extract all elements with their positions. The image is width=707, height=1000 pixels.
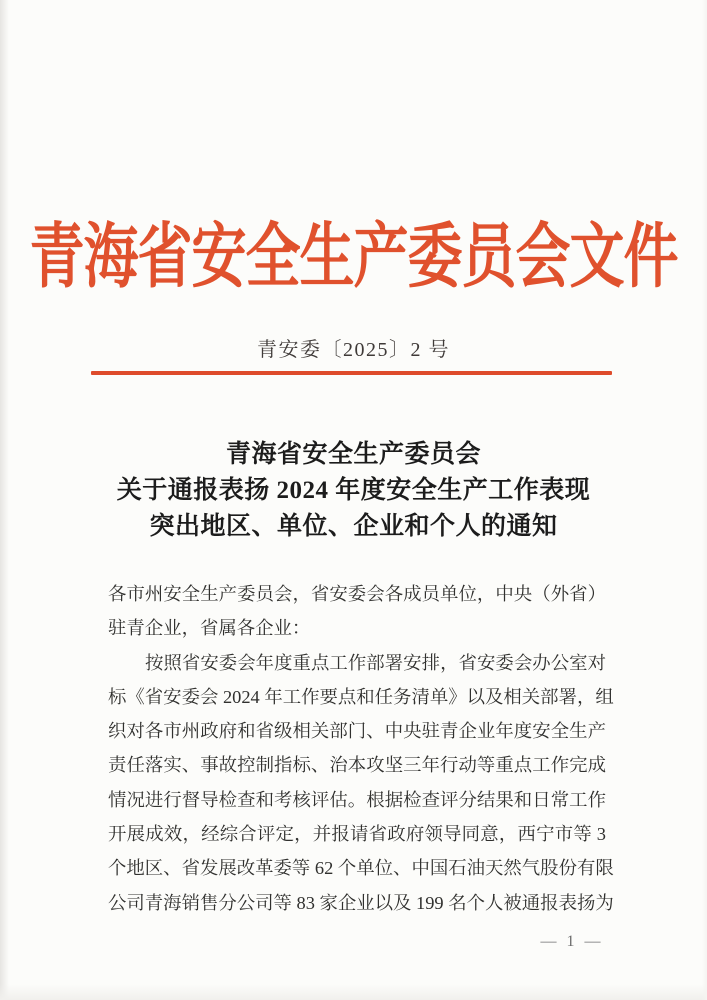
document-title-line: 青海省安全生产委员会 [225,441,481,468]
page-number: — 1 — [540,933,604,950]
body-line: 各市州安全生产委员会，省安委会各成员单位，中央（外省） [108,584,606,604]
scan-edge-bottom [0,984,707,1000]
document-title-line: 突出地区、单位、企业和个人的通知 [149,513,558,540]
body-line: 开展成效，经综合评定，并报请省政府领导同意，西宁市等 3 [108,824,606,845]
document-body [108,577,614,920]
body-line: 公司青海销售分公司等 83 家企业以及 199 名个人被通报表扬为 [108,892,614,913]
body-line: 织对各市州政府和省级相关部门、中央驻青企业年度安全生产 [108,721,606,742]
scan-edge-right [702,0,707,1000]
document-title-line: 关于通报表扬 2024 年度安全生产工作表现 [116,477,591,504]
document-title [40,437,667,545]
red-header-title: 青海省安全生产委员会文件 [29,217,678,296]
body-line: 情况进行督导检查和考核评估。根据检查评分结果和日常工作 [108,789,606,810]
scan-edge-left [0,0,9,1000]
body-line: 驻青企业，省属各企业： [108,618,311,639]
body-line: 按照省安委会年度重点工作部署安排，省安委会办公室对 [145,652,606,673]
document-number: 青安委〔2025〕2 号 [257,339,450,361]
body-line: 责任落实、事故控制指标、治本攻坚三年行动等重点工作完成 [108,755,606,776]
body-line: 个地区、省发展改革委等 62 个单位、中国石油天然气股份有限 [108,858,614,879]
red-separator-line [91,371,612,375]
body-line: 标《省安委会 2024 年工作要点和任务清单》以及相关部署，组 [108,686,614,707]
